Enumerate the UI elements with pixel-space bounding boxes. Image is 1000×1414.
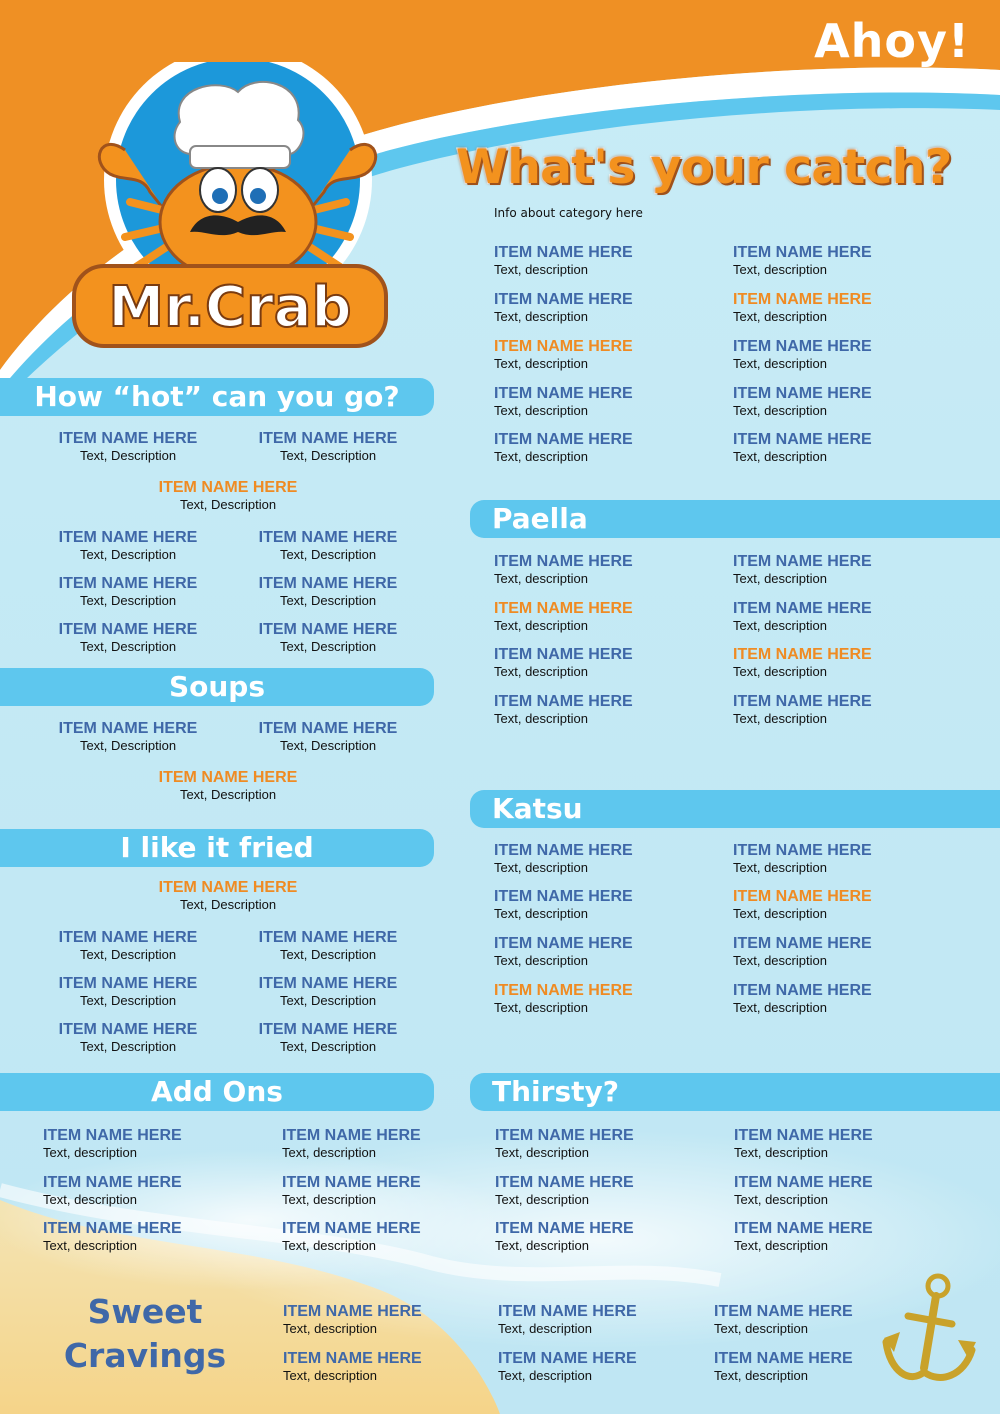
menu-item: ITEM NAME HERE Text, description xyxy=(734,1127,873,1160)
menu-item: ITEM NAME HERE Text, description xyxy=(43,1127,182,1160)
menu-item: ITEM NAME HERE Text, description xyxy=(495,1127,634,1160)
menu-item-featured: ITEM NAME HERE Text, description xyxy=(494,982,633,1015)
menu-item: ITEM NAME HERE Text, Description xyxy=(58,720,198,753)
sweet-title-line1: Sweet xyxy=(87,1292,203,1331)
menu-item: ITEM NAME HERE Text, description xyxy=(498,1350,637,1383)
menu-item-featured: ITEM NAME HERE Text, description xyxy=(733,291,872,324)
menu-item: ITEM NAME HERE Text, description xyxy=(733,982,872,1015)
section-title-addons: Add Ons xyxy=(151,1075,283,1108)
menu-item: ITEM NAME HERE Text, description xyxy=(282,1127,421,1160)
menu-item: ITEM NAME HERE Text, description xyxy=(282,1220,421,1253)
menu-item: ITEM NAME HERE Text, description xyxy=(733,338,872,371)
section-bar-soups xyxy=(0,668,434,706)
menu-item: ITEM NAME HERE Text, description xyxy=(733,600,872,633)
anchor-icon xyxy=(880,1272,980,1390)
menu-item: ITEM NAME HERE Text, description xyxy=(494,646,633,679)
menu-item-featured: ITEM NAME HERE Text, Description xyxy=(158,479,298,512)
menu-item-featured: ITEM NAME HERE Text, Description xyxy=(158,769,298,802)
menu-item: ITEM NAME HERE Text, description xyxy=(495,1220,634,1253)
section-title-katsu: Katsu xyxy=(492,792,583,825)
menu-item: ITEM NAME HERE Text, description xyxy=(43,1220,182,1253)
menu-item: ITEM NAME HERE Text, Description xyxy=(258,975,398,1008)
section-bar-fried xyxy=(0,829,434,867)
section-bar-katsu xyxy=(470,790,1000,828)
menu-item: ITEM NAME HERE Text, Description xyxy=(58,575,198,608)
menu-item: ITEM NAME HERE Text, description xyxy=(494,935,633,968)
menu-item: ITEM NAME HERE Text, Description xyxy=(58,1021,198,1054)
menu-item: ITEM NAME HERE Text, description xyxy=(43,1174,182,1207)
menu-item: ITEM NAME HERE Text, description xyxy=(283,1303,422,1336)
greeting-title: Ahoy! xyxy=(814,14,970,68)
menu-item: ITEM NAME HERE Text, description xyxy=(494,291,633,324)
section-title-paella: Paella xyxy=(492,502,588,535)
menu-item: ITEM NAME HERE Text, Description xyxy=(258,430,398,463)
catch-section-title: What's your catch? xyxy=(456,140,952,195)
mr-crab-logo xyxy=(70,62,390,352)
menu-item: ITEM NAME HERE Text, Description xyxy=(258,1021,398,1054)
menu-item: ITEM NAME HERE Text, Description xyxy=(258,929,398,962)
menu-item: ITEM NAME HERE Text, description xyxy=(733,244,872,277)
menu-item: ITEM NAME HERE Text, description xyxy=(733,553,872,586)
menu-item: ITEM NAME HERE Text, description xyxy=(734,1174,873,1207)
sweet-title-line2: Cravings xyxy=(63,1336,227,1375)
section-title-thirsty: Thirsty? xyxy=(492,1075,619,1108)
menu-item-featured: ITEM NAME HERE Text, description xyxy=(733,888,872,921)
catch-category-info: Info about category here xyxy=(494,206,643,220)
menu-item-featured: ITEM NAME HERE Text, description xyxy=(494,600,633,633)
menu-item: ITEM NAME HERE Text, Description xyxy=(58,929,198,962)
section-title-hot: How “hot” can you go? xyxy=(34,380,400,413)
menu-item: ITEM NAME HERE Text, Description xyxy=(58,529,198,562)
section-title-soups: Soups xyxy=(168,670,266,703)
menu-item: ITEM NAME HERE Text, description xyxy=(733,431,872,464)
menu-item: ITEM NAME HERE Text, Description xyxy=(258,575,398,608)
section-bar-paella xyxy=(470,500,1000,538)
menu-item: ITEM NAME HERE Text, Description xyxy=(58,975,198,1008)
menu-item: ITEM NAME HERE Text, Description xyxy=(58,621,198,654)
menu-item: ITEM NAME HERE Text, description xyxy=(498,1303,637,1336)
section-bar-hot xyxy=(0,378,434,416)
section-bar-addons xyxy=(0,1073,434,1111)
section-title-sweet xyxy=(50,1290,240,1378)
menu-item: ITEM NAME HERE Text, description xyxy=(283,1350,422,1383)
menu-item: ITEM NAME HERE Text, description xyxy=(282,1174,421,1207)
section-title-fried: I like it fried xyxy=(120,831,314,864)
menu-item: ITEM NAME HERE Text, description xyxy=(494,431,633,464)
section-bar-thirsty xyxy=(470,1073,1000,1111)
menu-item: ITEM NAME HERE Text, Description xyxy=(258,621,398,654)
menu-item: ITEM NAME HERE Text, description xyxy=(494,693,633,726)
menu-item: ITEM NAME HERE Text, description xyxy=(733,385,872,418)
menu-item: ITEM NAME HERE Text, description xyxy=(494,244,633,277)
menu-item: ITEM NAME HERE Text, description xyxy=(494,842,633,875)
menu-item: ITEM NAME HERE Text, description xyxy=(733,693,872,726)
logo-wordmark: Mr.Crab xyxy=(108,275,352,340)
menu-item: ITEM NAME HERE Text, description xyxy=(734,1220,873,1253)
menu-item: ITEM NAME HERE Text, description xyxy=(733,842,872,875)
menu-item-featured: ITEM NAME HERE Text, Description xyxy=(158,879,298,912)
menu-item: ITEM NAME HERE Text, description xyxy=(494,553,633,586)
menu-item: ITEM NAME HERE Text, description xyxy=(714,1303,853,1336)
menu-item: ITEM NAME HERE Text, Description xyxy=(258,529,398,562)
menu-item-featured: ITEM NAME HERE Text, description xyxy=(733,646,872,679)
menu-item: ITEM NAME HERE Text, Description xyxy=(258,720,398,753)
menu-item: ITEM NAME HERE Text, description xyxy=(494,888,633,921)
menu-item: ITEM NAME HERE Text, description xyxy=(733,935,872,968)
menu-item: ITEM NAME HERE Text, description xyxy=(714,1350,853,1383)
menu-item-featured: ITEM NAME HERE Text, description xyxy=(494,338,633,371)
menu-item: ITEM NAME HERE Text, Description xyxy=(58,430,198,463)
menu-item: ITEM NAME HERE Text, description xyxy=(494,385,633,418)
menu-item: ITEM NAME HERE Text, description xyxy=(495,1174,634,1207)
